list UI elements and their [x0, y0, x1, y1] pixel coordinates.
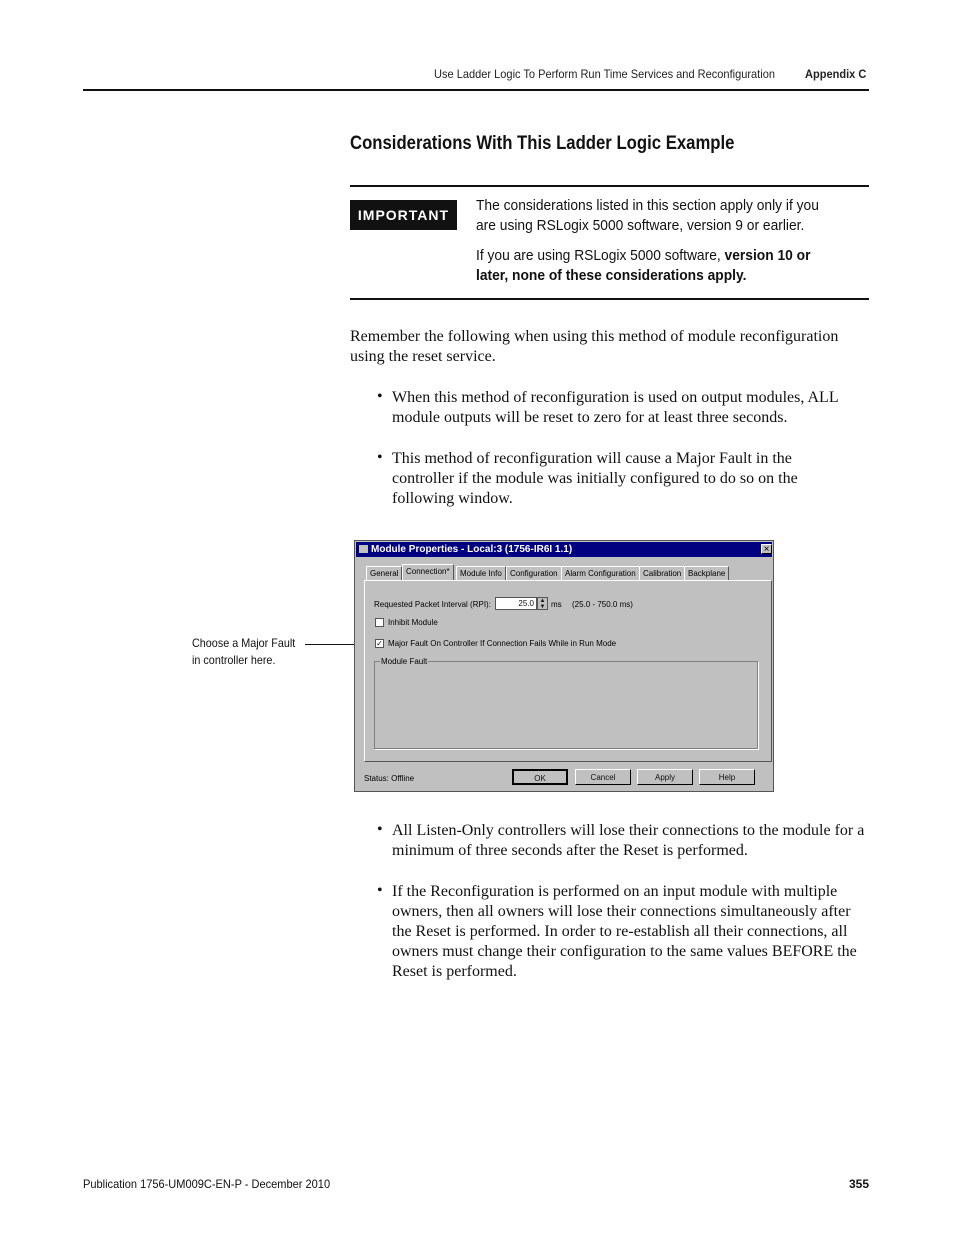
cancel-button[interactable]: Cancel: [575, 769, 631, 785]
bullet-item-4: If the Reconfiguration is performed on an input module with multiple owners, then all owners will lose their connections simultaneously after the Reset is performed. In order to re-establish all their connections, all owners must change their configuration to the same values BEFORE the Reset is performed.: [392, 883, 857, 980]
rpi-spinner[interactable]: [537, 597, 548, 610]
status-text: Status: Offline: [364, 774, 415, 783]
bullet-item-3: All Listen-Only controllers will lose their connections to the module for a minimum of three seconds after the Reset is performed.: [392, 822, 865, 859]
spin-down-icon[interactable]: ▼: [539, 604, 546, 610]
window-icon: [359, 545, 368, 553]
page-number: 355: [849, 1177, 870, 1191]
bullet-marker: •: [377, 388, 383, 405]
module-fault-label: Module Fault: [381, 657, 428, 666]
callout-line-1: Choose a Major Fault: [192, 636, 296, 650]
inhibit-module-checkbox[interactable]: [375, 618, 384, 627]
close-icon[interactable]: ×: [761, 544, 772, 554]
rpi-input[interactable]: 25.0: [495, 597, 537, 610]
running-title: Use Ladder Logic To Perform Run Time Services and Reconfiguration: [434, 67, 775, 81]
dialog-title: Module Properties - Local:3 (1756-IR6I 1.1): [371, 544, 573, 555]
rpi-unit: ms: [551, 600, 562, 609]
spin-up-icon[interactable]: ▲: [539, 598, 546, 604]
major-fault-label: Major Fault On Controller If Connection Fails While in Run Mode: [388, 639, 617, 648]
important-top-rule: [350, 185, 869, 187]
important-badge: IMPORTANT: [350, 200, 457, 230]
tab-configuration[interactable]: Configuration: [506, 566, 562, 580]
publication-footer: Publication 1756-UM009C-EN-P - December 2010: [83, 1177, 331, 1191]
bullet-marker: •: [377, 882, 383, 899]
tab-calibration[interactable]: Calibration: [639, 566, 685, 580]
tab-module-info[interactable]: Module Info: [456, 566, 506, 580]
tab-connection[interactable]: Connection*: [402, 564, 454, 581]
important-para-2-normal: If you are using RSLogix 5000 software,: [476, 247, 725, 264]
intro-paragraph: Remember the following when using this method of module reconfiguration using the reset service.: [350, 328, 839, 365]
bullet-item-2: This method of reconfiguration will cause a Major Fault in the controller if the module was initially configured to do so on the following window.: [392, 450, 798, 507]
bullet-marker: •: [377, 821, 383, 838]
rpi-range: (25.0 - 750.0 ms): [572, 600, 633, 609]
callout-text: [192, 635, 295, 669]
inhibit-module-label: Inhibit Module: [388, 618, 438, 627]
module-fault-group: [374, 661, 758, 749]
tab-alarm-configuration[interactable]: Alarm Configuration: [561, 566, 640, 580]
bullet-item-1: When this method of reconfiguration is used on output modules, ALL module outputs will be reset to zero for at least three seconds.: [392, 389, 838, 426]
section-title: Considerations With This Ladder Logic Example: [350, 133, 735, 154]
appendix-label: Appendix C: [805, 67, 867, 81]
important-para-1: The considerations listed in this section apply only if you are using RSLogix 5000 software, version 9 or earlier.: [476, 197, 819, 234]
important-bottom-rule: [350, 298, 869, 300]
ok-button[interactable]: OK: [512, 769, 568, 785]
tab-backplane[interactable]: Backplane: [684, 566, 729, 580]
apply-button[interactable]: Apply: [637, 769, 693, 785]
dialog-title-bar: [356, 542, 772, 557]
callout-line-2: in controller here.: [192, 653, 276, 667]
rpi-label: Requested Packet Interval (RPI):: [374, 600, 491, 609]
major-fault-checkbox[interactable]: ✓: [376, 639, 383, 648]
help-button[interactable]: Help: [699, 769, 755, 785]
important-para-2: [476, 246, 835, 286]
important-para-2-bold: version 10 or later, none of these considerations apply.: [476, 247, 811, 284]
bullet-marker: •: [377, 449, 383, 466]
tab-general[interactable]: General: [366, 566, 402, 580]
header-rule: [83, 89, 869, 91]
